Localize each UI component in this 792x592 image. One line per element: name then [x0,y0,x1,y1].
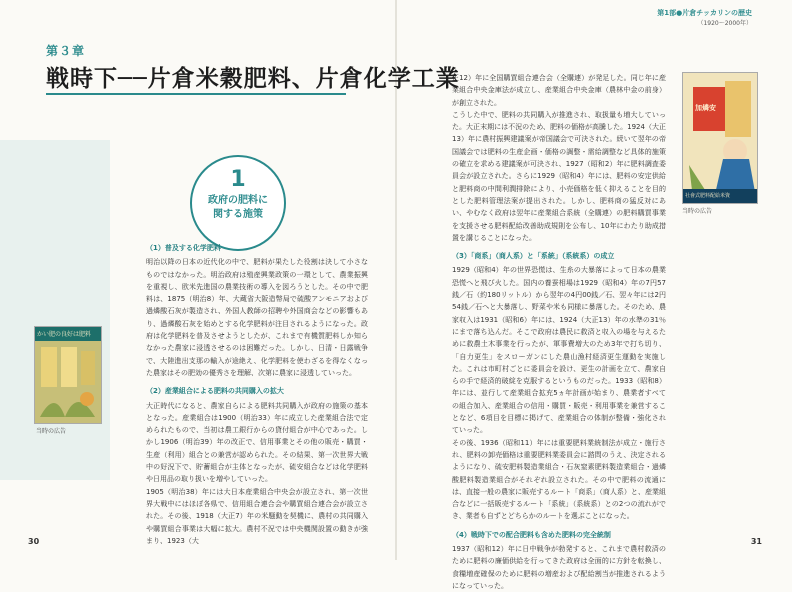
left-column-text [146,236,368,547]
page-number-left: 30 [28,537,40,546]
ad-text-left: かい肥の良好は肥料 [37,331,92,338]
subheading-3: （3）「商系」（商人系）と「系統」（系統系）の成立 [452,252,615,261]
paragraph: 大正時代になると、農家自らによる肥料共同購入が政府の施策の基本となった。産業組合は1900（明治33）年に成立した産業組合法で定められたもので、当初は農工銀行からの貸付組合が中心であった。しかし1906（明治39）年の改正で、信用事業とその他の販売・購買・生産（利用）組合との兼営が認められた。その結果、第一次世界大戦中の好況下で、貯蓄組合が主体となったが、硫安組合などは化学肥料や日用品の取り扱いを増やしていった。 [146,401,368,484]
subheading-1: （1）普及する化学肥料 [146,244,221,252]
paragraph: 1929（昭和4）年の世界恐慌は、生糸の大暴落によって日本の農業恐慌へと飛び火した。国内の養蚕相場は1929（昭和4）年の7円57銭／石（約180リットル）から翌年の4円00銭／石、翌々年には2円54銭／石へと大暴落し、野菜や米も同様に暴落した。そのため、農家収入は1931（昭和6）年には、1924（大正13）年の水準の31％にまで落ち込んだ。そこで政府は農民に救済と収入の場を与えるために救農土木事業を行ったが、軍事費増大のため3年で打ち切り、「自力更生」をスローガンにした農山漁村経済更生運動を実施した。これは市町村ごとに委員会を設け、更生の計画を立て、農家自らの手で経済的破綻を克服するというものだった。1933（昭和8）年には、並行して産業組合拡充5ヵ年計画が始まり、農業者すべての組合加入、産業組合の信用・購買・販売・利用事業を兼営することなど、6項目を目標に掲げて、産業組合の体制が整備・強化されていった。 [452,266,666,435]
paragraph: 1905（明治38）年には大日本産業組合中央会が設立され、第一次世界大戦中にはほぼ各県で、信用組合連合会や購買組合連合会が設立された。その後、1918（大正7）年の米騒動を契機に、農村の共同購入や購買組合事業は大幅に拡大。農村不況では中央機関設置の動きが強まり、1923（大 [146,487,368,545]
section-number: 1 [230,167,246,192]
running-title: 第1部●片倉チッカリンの歴史 [657,9,752,17]
chapter-title: 戦時下──片倉米穀肥料、片倉化学工業 [46,66,460,92]
running-years: （1920〜2000年） [697,20,752,27]
title-rule [46,93,346,95]
advertisement-image-left [34,326,102,424]
running-header [657,8,752,27]
subheading-4: （4）戦時下での配合肥料も含めた肥料の完全統制 [452,530,611,539]
paragraph: 明治以降の日本の近代化の中で、肥料が果たした役割は決して小さなものではなかった。明治政府は殖産興業政策の一環として、農業振興を重視し、欧米先進国の農業技術の導入を図ろうとした。その中で肥料は、1875（明治8）年、大蔵省大阪造幣局で硫酸アンモニアおよび過燐酸石灰が製造され、外国人教師の招聘や外国商会などの影響もあり、過燐酸石灰を始めとする化学肥料が注目されるようになった。政府は化学肥料を普及させようとしたが、これまで有機質肥料しか知らなかった農家に浸透させるのは困難だった。しかし、日清・日露戦争で、大陸進出支那の輸入が途絶え、化学肥料を使わざるを得なくなった農家はその肥効の優秀さを理解、次第に農家に浸透していった。 [146,258,368,377]
advertisement-image-right [682,72,758,204]
chapter-number: 第３章 [46,44,86,58]
caption-left: 当時の広告 [36,428,67,435]
right-column-text [452,72,666,592]
ad-illustration-left [35,327,101,423]
ad-illustration-right [683,73,757,203]
paragraph: 正12）年に全国購買組合連合会（全購連）が発足した。同じ年に産業組合中央金庫法が成立し、産業組合中央金庫（農林中金の前身）が創立された。 [452,74,666,107]
caption-right: 当時の広告 [682,208,713,215]
ad-headline-right: 加燐安 [695,104,716,112]
page-number-right: 31 [750,537,762,546]
ad-footer-right: 社會式肥料配給米資 [685,193,731,199]
paragraph: その後、1936（昭和11）年には重要肥料業統制法が成立・施行され、肥料の卸売価格は重要肥料業委員会に諮問のうえ、決定されるようになり、硫安肥料製造業組合・石灰窒素肥料製造業組合・過燐酸肥料製造業組合がそれぞれ設立された。その中で肥料の流通には、直接一般の農家に販売するルート「商系」（商人系）と、産業組合などに一括販売するルート「系統」（系統系）との2つの流れができ、業者も自ずとどちらかのルートを選ぶことになった。 [452,438,666,521]
paragraph: 1937（昭和12）年に日中戦争が勃発すると、これまで農村救済のために肥料の廉価供給を行ってきた政府は全面的に方針を転換し、食糧増産確保のために肥料の増産および配給割当が推進されるようになっていった。 [452,544,666,590]
subheading-2: （2）産業組合による肥料の共同購入の拡大 [146,387,284,396]
section-title: 政府の肥料に関する施策 [208,195,268,220]
paragraph: こうした中で、肥料の共同購入が推進され、取扱量も増大していった。大正末期には不況のため、肥料の価格が高騰した。1924（大正13）年に農村振興建議案が帝国議会で可決された。続いて翌年の帝国議会では肥料の生産企画・価格の調整・需給調整など具体的施策の確立を求める建議案が可決され、1927（昭和2）年に肥料調査委員会が設立された。さらに1929（昭和4）年には、肥料の安定供給と肥料商の中間利潤排除により、小売価格を低く抑えることを目的とした肥料管理法案が提出された。しかし、肥料商の猛反対にあい、やむなく政府は翌年に産業組合系統（全購連）の肥料購買事業を支援させる肥料配給改善助成規則を公布し、10年にわたり助成措置を講じることになった。 [452,110,666,242]
